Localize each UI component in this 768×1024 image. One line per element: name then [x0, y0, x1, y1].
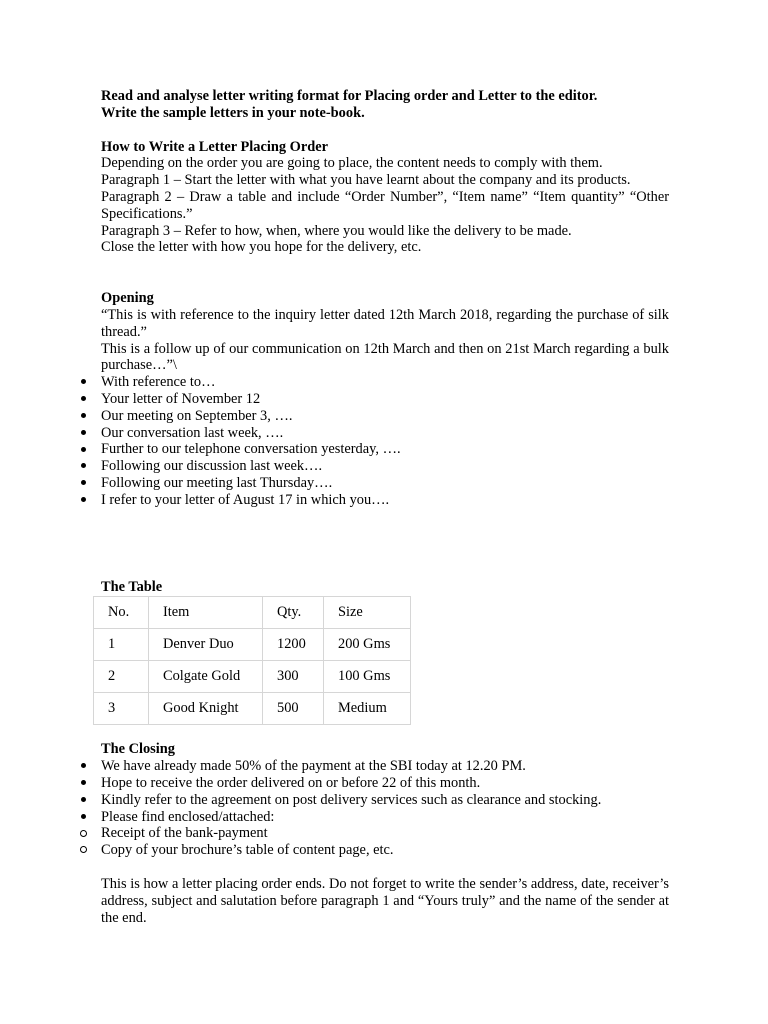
table-cell: 200 Gms — [324, 629, 411, 661]
opening-quote-2: This is a follow up of our communication on 12th March and then on 21st March regarding a bulk purchase…”\ — [101, 340, 669, 374]
table-row — [94, 661, 411, 693]
how-to-paragraph: Paragraph 1 – Start the letter with what you have learnt about the company and its products. — [101, 172, 631, 189]
how-to-paragraph: Paragraph 2 – Draw a table and include “Order Number”, “Item name” “Item quantity” “Other Specifications.” — [101, 188, 669, 222]
table-cell: 300 — [263, 661, 324, 693]
list-item: Copy of your brochure’s table of content page, etc. — [101, 842, 669, 859]
opening-bullet-list — [101, 374, 669, 508]
table-row — [94, 629, 411, 661]
table-row — [94, 693, 411, 725]
table-cell: Medium — [324, 693, 411, 725]
how-to-paragraph: Paragraph 3 – Refer to how, when, where you would like the delivery to be made. — [101, 222, 572, 239]
list-item: Receipt of the bank-payment — [101, 825, 669, 842]
table-cell: 2 — [94, 661, 149, 693]
list-item: Your letter of November 12 — [101, 391, 669, 408]
hollow-bullet-icon — [80, 830, 87, 837]
list-item: Our conversation last week, …. — [101, 425, 669, 442]
table-heading: The Table — [101, 578, 163, 595]
table-cell: Colgate Gold — [149, 661, 263, 693]
bullet-icon — [81, 463, 86, 468]
table-cell: 1200 — [263, 629, 324, 661]
list-item: Kindly refer to the agreement on post delivery services such as clearance and stocking. — [101, 792, 669, 809]
bullet-icon — [81, 814, 86, 819]
list-item: We have already made 50% of the payment at the SBI today at 12.20 PM. — [101, 758, 669, 775]
list-item: Our meeting on September 3, …. — [101, 408, 669, 425]
table-header-row — [94, 597, 411, 629]
instruction-line-2: Write the sample letters in your note-book. — [101, 104, 365, 121]
table-cell: 3 — [94, 693, 149, 725]
final-paragraph: This is how a letter placing order ends. Do not forget to write the sender’s address, date, receiver’s address, subject and salutation before paragraph 1 and “Yours truly” and the name of the sender at the end. — [101, 875, 669, 926]
bullet-icon — [81, 447, 86, 452]
table-cell: 500 — [263, 693, 324, 725]
hollow-bullet-icon — [80, 846, 87, 853]
bullet-icon — [81, 497, 86, 502]
table-header-cell: No. — [94, 597, 149, 629]
bullet-icon — [81, 430, 86, 435]
instruction-line-1: Read and analyse letter writing format for Placing order and Letter to the editor. — [101, 88, 598, 104]
table-header-cell: Qty. — [263, 597, 324, 629]
bullet-icon — [81, 797, 86, 802]
document-page — [101, 88, 669, 926]
how-to-heading: How to Write a Letter Placing Order — [101, 138, 328, 155]
list-item: With reference to… — [101, 374, 669, 391]
table-cell: 1 — [94, 629, 149, 661]
how-to-paragraph: Depending on the order you are going to place, the content needs to comply with them. — [101, 155, 603, 172]
bullet-icon — [81, 780, 86, 785]
how-to-paragraph: Close the letter with how you hope for the delivery, etc. — [101, 239, 422, 256]
bullet-icon — [81, 763, 86, 768]
table-header-cell: Size — [324, 597, 411, 629]
bullet-icon — [81, 413, 86, 418]
list-item: I refer to your letter of August 17 in which you…. — [101, 492, 669, 509]
closing-bullet-list — [101, 758, 669, 859]
list-item: Following our discussion last week…. — [101, 458, 669, 475]
table-cell: 100 Gms — [324, 661, 411, 693]
table-header-cell: Item — [149, 597, 263, 629]
opening-heading: Opening — [101, 290, 154, 307]
opening-quote-1: “This is with reference to the inquiry letter dated 12th March 2018, regarding the purchase of silk thread.” — [101, 306, 669, 340]
table-cell: Denver Duo — [149, 629, 263, 661]
order-table — [93, 596, 411, 725]
bullet-icon — [81, 480, 86, 485]
list-item: Please find enclosed/attached: — [101, 809, 669, 826]
list-item: Hope to receive the order delivered on or before 22 of this month. — [101, 775, 669, 792]
list-item: Following our meeting last Thursday…. — [101, 475, 669, 492]
bullet-icon — [81, 379, 86, 384]
closing-heading: The Closing — [101, 741, 175, 758]
bullet-icon — [81, 396, 86, 401]
list-item: Further to our telephone conversation yesterday, …. — [101, 441, 669, 458]
table-cell: Good Knight — [149, 693, 263, 725]
